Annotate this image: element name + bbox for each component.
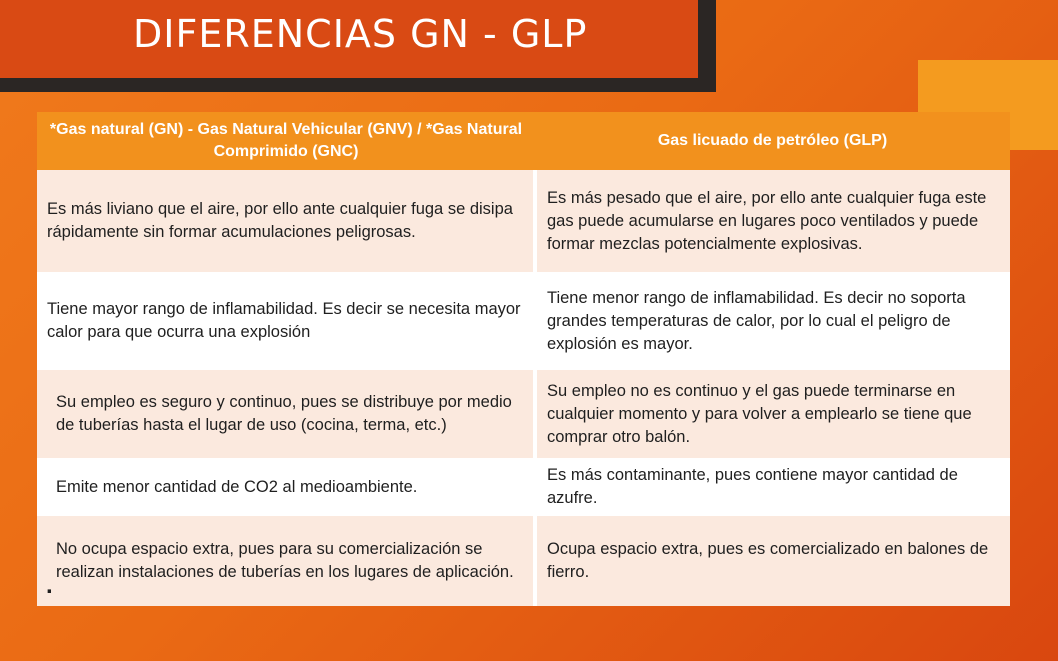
cell-glp-density: Es más pesado que el aire, por ello ante cualquier fuga este gas puede acumularse en lugares poco ventilados y puede formar mezclas potencialmente explosivas. xyxy=(535,170,1010,272)
cell-gn-emissions: Emite menor cantidad de CO2 al medioambiente. xyxy=(37,458,535,516)
stray-bullet-mark: . xyxy=(46,572,53,599)
cell-gn-flammability: Tiene mayor rango de inflamabilidad. Es decir se necesita mayor calor para que ocurra una explosión xyxy=(37,272,535,370)
slide-title: DIFERENCIAS GN - GLP xyxy=(133,12,588,56)
header-glp: Gas licuado de petróleo (GLP) xyxy=(535,112,1010,170)
table-header-row xyxy=(37,112,1010,170)
table-row xyxy=(37,370,1010,458)
cell-gn-usage: Su empleo es seguro y continuo, pues se distribuye por medio de tuberías hasta el lugar de uso (cocina, terma, etc.) xyxy=(37,370,535,458)
cell-glp-space: Ocupa espacio extra, pues es comercializado en balones de fierro. xyxy=(535,516,1010,606)
cell-glp-emissions: Es más contaminante, pues contiene mayor cantidad de azufre. xyxy=(535,458,1010,516)
header-gn: *Gas natural (GN) - Gas Natural Vehicular (GNV) / *Gas Natural Comprimido (GNC) xyxy=(37,112,535,170)
title-banner xyxy=(0,0,698,78)
table-row xyxy=(37,272,1010,370)
cell-glp-flammability: Tiene menor rango de inflamabilidad. Es decir no soporta grandes temperaturas de calor, por lo cual el peligro de explosión es mayor. xyxy=(535,272,1010,370)
table-row xyxy=(37,170,1010,272)
cell-gn-density: Es más liviano que el aire, por ello ante cualquier fuga se disipa rápidamente sin formar acumulaciones peligrosas. xyxy=(37,170,535,272)
table-row xyxy=(37,516,1010,606)
table-row xyxy=(37,458,1010,516)
cell-glp-usage: Su empleo no es continuo y el gas puede terminarse en cualquier momento y para volver a emplearlo se tiene que comprar otro balón. xyxy=(535,370,1010,458)
cell-gn-space: No ocupa espacio extra, pues para su comercialización se realizan instalaciones de tuberías en los lugares de aplicación. xyxy=(37,516,535,606)
comparison-table xyxy=(37,112,1010,606)
